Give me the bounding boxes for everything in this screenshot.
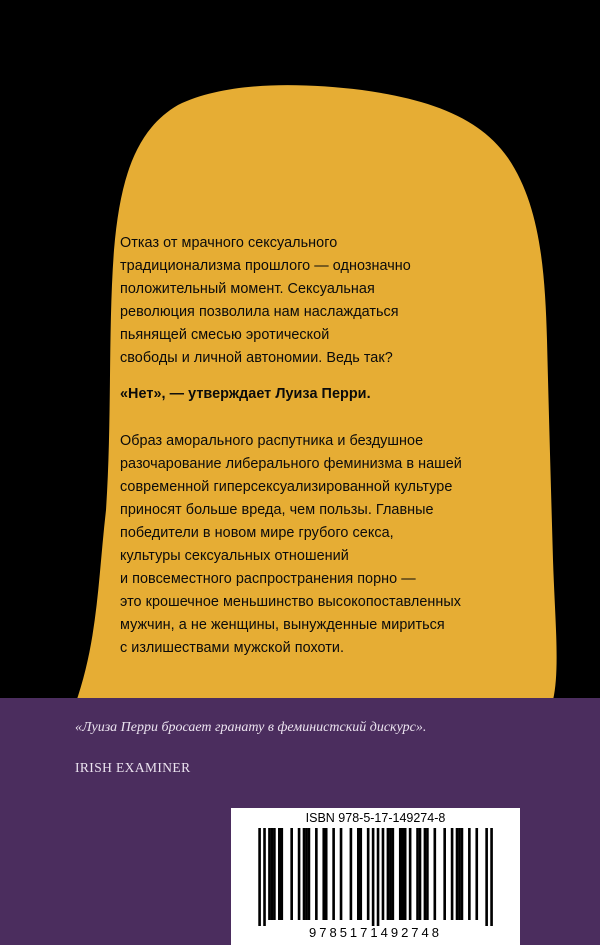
review-quote: «Луиза Перри бросает гранату в феминистский дискурс». — [75, 720, 427, 735]
barcode-bar — [377, 828, 380, 926]
barcode-bar — [458, 828, 461, 920]
barcode-bar — [332, 828, 335, 920]
text-line: это крошечное меньшинство высокопоставленных — [120, 594, 462, 610]
text-line: приносят больше вреда, чем пользы. Главные — [120, 502, 434, 518]
barcode-bar — [490, 828, 493, 926]
barcode-bar — [322, 828, 325, 920]
barcode-bar — [271, 828, 274, 920]
barcode-bar — [263, 828, 266, 926]
barcode-bar — [416, 828, 419, 920]
text-line: Отказ от мрачного сексуального — [120, 235, 338, 251]
barcode-bar — [280, 828, 283, 920]
barcode-bar — [315, 828, 318, 920]
barcode-bar — [419, 828, 422, 920]
text-line: пьянящей смесью эротической — [120, 327, 330, 343]
barcode-bar — [290, 828, 293, 920]
barcode-bar — [340, 828, 343, 920]
text-line: Образ аморального распутника и бездушное — [120, 433, 424, 449]
blurb-text — [120, 232, 550, 660]
barcode-bar — [268, 828, 271, 920]
barcode-digits: 9785171492748 — [309, 925, 442, 940]
barcode-bar — [387, 828, 390, 920]
isbn-label: ISBN 978-5-17-149274-8 — [305, 811, 446, 825]
barcode-bar — [399, 828, 402, 920]
barcode-bar — [485, 828, 488, 926]
text-line: современной гиперсексуализированной культуре — [120, 479, 453, 495]
barcode-bar — [278, 828, 281, 920]
barcode-bar — [443, 828, 446, 920]
barcode-bar — [359, 828, 362, 920]
barcode-bar — [350, 828, 353, 920]
barcode-bar — [357, 828, 360, 920]
barcode-bar — [404, 828, 407, 920]
text-line: традиционализма прошлого — однозначно — [120, 258, 411, 274]
barcode-bar — [367, 828, 370, 920]
text-line: мужчин, а не женщины, вынужденные мириться — [120, 617, 445, 633]
barcode-bar — [409, 828, 412, 920]
barcode-bar — [424, 828, 427, 920]
barcode-bar — [303, 828, 306, 920]
blurb-paragraph-2: «Нет», — утверждает Луиза Перри. — [120, 386, 371, 402]
text-line: культуры сексуальных отношений — [120, 548, 349, 564]
barcode-bar — [456, 828, 459, 920]
barcode-bar — [308, 828, 311, 920]
barcode-bar — [325, 828, 328, 920]
barcode-bar — [392, 828, 395, 920]
barcode-bar — [475, 828, 478, 920]
barcode-bar — [298, 828, 301, 920]
barcode-bar — [468, 828, 471, 920]
text-line: революция позволила нам наслаждаться — [120, 304, 399, 320]
barcode-bar — [461, 828, 464, 920]
barcode-bar — [401, 828, 404, 920]
text-line: свободы и личной автономии. Ведь так? — [120, 350, 393, 366]
barcode-bar — [382, 828, 385, 920]
barcode-bar — [451, 828, 454, 920]
barcode-bar — [273, 828, 276, 920]
barcode-bar — [372, 828, 375, 926]
text-line: победители в новом мире грубого секса, — [120, 525, 394, 541]
barcode — [231, 808, 520, 945]
barcode-bar — [305, 828, 308, 920]
blurb-paragraph-1 — [120, 232, 550, 370]
barcode-bar — [434, 828, 437, 920]
barcode-bar — [389, 828, 392, 920]
text-line: разочарование либерального феминизма в нашей — [120, 456, 462, 472]
barcode-bars — [241, 828, 510, 926]
blurb-paragraph-3 — [120, 430, 550, 660]
barcode-bar — [426, 828, 429, 920]
review-source: IRISH EXAMINER — [75, 760, 191, 775]
barcode-bar — [258, 828, 261, 926]
text-line: положительный момент. Сексуальная — [120, 281, 375, 297]
text-line: с излишествами мужской похоти. — [120, 640, 345, 656]
text-line: и повсеместного распространения порно — — [120, 571, 416, 587]
